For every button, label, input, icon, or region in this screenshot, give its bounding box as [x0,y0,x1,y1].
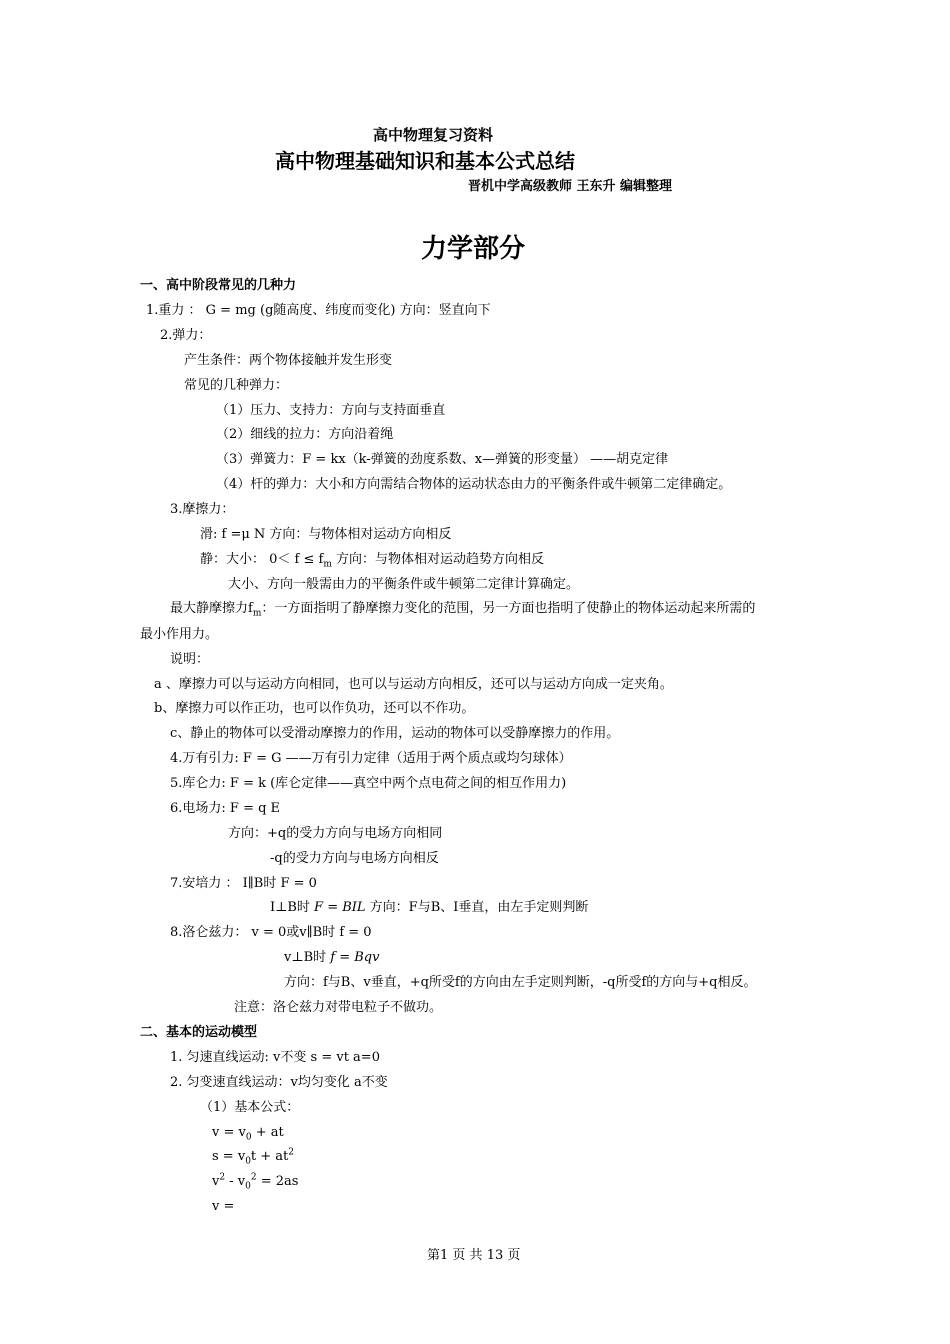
formula-vsq-a: v [212,1174,220,1189]
formula-velocity-squared [212,1173,298,1191]
coulomb-force: 5.库仑力: F = k (库仑定律——真空中两个点电荷之间的相互作用力) [170,776,567,791]
note-title: 说明： [170,652,210,667]
ampere-force-perpendicular [270,899,588,917]
basic-formula-title: （1）基本公式： [200,1100,300,1115]
elastic-item-2: （2）细线的拉力：方向沿着绳 [216,427,394,442]
note-c: c、静止的物体可以受滑动摩擦力的作用，运动的物体可以受静摩擦力的作用。 [170,726,620,741]
elastic-item-1: （1）压力、支持力：方向与支持面垂直 [216,403,446,418]
formula-velocity-a: v = v [212,1125,246,1140]
friction-static-text: 静：大小： 0＜ f ≤ f [200,552,324,567]
footer-c: 页 [503,1248,521,1263]
ampere-formula: F = BIL [314,900,366,915]
series-title: 高中物理复习资料 [373,126,494,144]
gravity-line: 1.重力 ： G = mg (g随高度、纬度而变化) 方向：竖直向下 [146,303,491,318]
universal-gravitation: 4.万有引力: F = G ——万有引力定律（适用于两个质点或均匀球体） [170,751,572,766]
note-a: a 、摩擦力可以与运动方向相同，也可以与运动方向相反，还可以与运动方向成一定夹角。 [154,677,673,692]
elastic-item-3: （3）弹簧力：F = kx（k-弹簧的劲度系数、x—弹簧的形变量） ——胡克定律 [216,452,669,467]
formula-velocity [212,1124,284,1142]
footer-b: 页 共 [448,1248,487,1263]
section1-heading: 一、高中阶段常见的几种力 [140,278,297,293]
ampere-force-parallel: 7.安培力 ： I∥B时 F = 0 [170,876,317,891]
electric-force: 6.电场力: F = q E [170,801,281,816]
max-static-sub: m [252,608,262,619]
formula-velocity-b: + at [251,1125,284,1140]
formula-vsq-sup2: 2 [250,1172,257,1183]
main-title: 高中物理基础知识和基本公式总结 [275,149,575,173]
electric-direction-negative: -q的受力方向与电场方向相反 [270,851,439,866]
elastic-condition: 产生条件：两个物体接触并发生形变 [184,353,393,368]
page-number: 1 [440,1248,449,1263]
lorentz-direction: 方向：f与B、v垂直，+q所受f的方向由左手定则判断，-q所受f的方向与+q相反。 [284,975,757,990]
lorentz-perp-label: v⊥B时 [284,950,331,965]
elastic-common: 常见的几种弹力： [184,378,289,393]
formula-displacement-sub: 0 [245,1156,251,1167]
formula-velocity-sub: 0 [245,1132,252,1143]
author-line: 晋机中学高级教师 王东升 编辑整理 [468,179,673,194]
elastic-title: 2.弹力： [160,328,212,343]
friction-static-sub: m [323,559,332,570]
lorentz-force-zero: 8.洛仑兹力： v = 0或v∥B时 f = 0 [170,925,372,940]
friction-static-more: 大小、方向一般需由力的平衡条件或牛顿第二定律计算确定。 [228,577,580,592]
friction-sliding: 滑: f =μ N 方向：与物体相对运动方向相反 [200,527,452,542]
max-static-a: 最大静摩擦力f [170,601,253,616]
friction-title: 3.摩擦力： [170,502,235,517]
formula-displacement-b: t + at [250,1149,289,1164]
formula-vsq-sub: 0 [245,1181,251,1192]
part-title: 力学部分 [421,234,526,264]
formula-average-velocity: v = [212,1199,235,1214]
lorentz-note: 注意：洛仑兹力对带电粒子不做功。 [234,1000,443,1015]
note-b: b、摩擦力可以作正功，也可以作负功，还可以不作功。 [154,701,475,716]
electric-direction-positive: 方向：+q的受力方向与电场方向相同 [228,826,443,841]
max-static-continued: 最小作用力。 [140,627,219,642]
page-footer [427,1247,520,1265]
max-static-friction [170,600,755,618]
formula-displacement-sup: 2 [288,1147,295,1158]
uniform-motion: 1. 匀速直线运动: v不变 s = vt a=0 [170,1050,380,1065]
friction-static-direction: 方向：与物体相对运动趋势方向相反 [331,552,545,567]
elastic-item-4: （4）杆的弹力：大小和方向需结合物体的运动状态由力的平衡条件或牛顿第二定律确定。 [216,477,732,492]
formula-vsq-b: - v [225,1174,246,1189]
formula-displacement [212,1148,294,1166]
footer-a: 第 [427,1248,441,1263]
lorentz-formula: f = Bqv [330,950,380,965]
formula-vsq-c: = 2as [256,1174,299,1189]
formula-vsq-sup1: 2 [219,1172,226,1183]
formula-displacement-a: s = v [212,1149,246,1164]
max-static-b: ：一方面指明了静摩擦力变化的范围，另一方面也指明了使静止的物体运动起来所需的 [261,601,756,616]
ampere-direction: 方向：F与B、I垂直，由左手定则判断 [365,900,589,915]
page-total: 13 [486,1248,504,1263]
uniform-acceleration: 2. 匀变速直线运动：v均匀变化 a不变 [170,1075,388,1090]
friction-static [200,551,544,569]
lorentz-force-perpendicular [284,949,379,967]
section2-heading: 二、基本的运动模型 [140,1025,258,1040]
ampere-perp-label: I⊥B时 [270,900,315,915]
